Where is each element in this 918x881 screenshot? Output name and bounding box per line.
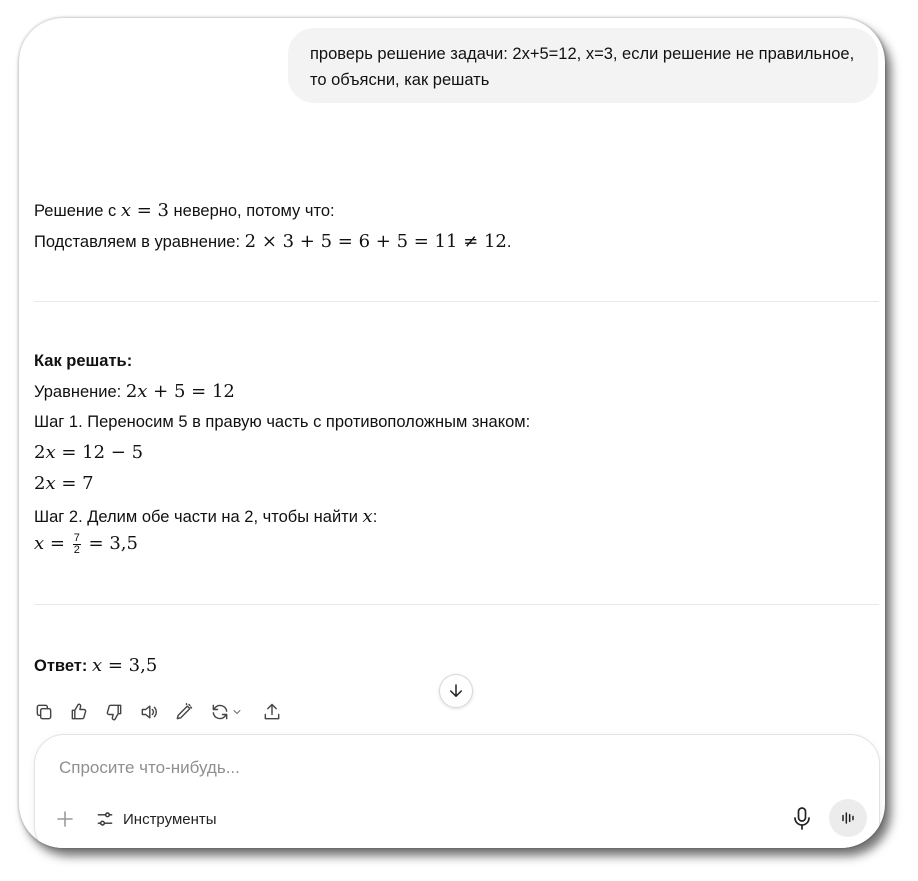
voice-mode-button[interactable] <box>829 799 867 837</box>
message-composer <box>34 734 880 848</box>
share-icon[interactable] <box>262 702 284 724</box>
copy-icon[interactable] <box>34 702 56 724</box>
edit-icon[interactable] <box>174 702 196 724</box>
waveform-icon <box>838 808 858 828</box>
chevron-down-icon[interactable] <box>231 702 245 724</box>
plus-icon <box>53 807 77 831</box>
sliders-icon <box>95 809 115 829</box>
step-1: Шаг 1. Переносим 5 в правую часть с противоположным знаком: <box>34 413 531 431</box>
how-to-solve-heading: Как решать: <box>34 352 133 370</box>
step-2: Шаг 2. Делим обе части на 2, чтобы найти x: <box>34 506 378 527</box>
equation-line: Уравнение: 2x + 5 = 12 <box>34 381 235 402</box>
answer-line-1: Решение с x = 3 неверно, потому что: <box>34 200 335 221</box>
answer-line-2: Подставляем в уравнение: 2 × 3 + 5 = 6 + 5 = 11 ≠ 12. <box>34 231 512 252</box>
regenerate-icon[interactable] <box>210 702 232 724</box>
thumbs-up-icon[interactable] <box>69 702 91 724</box>
step-1-math-a: 2x = 12 − 5 <box>34 442 144 463</box>
prompt-input[interactable] <box>57 757 661 779</box>
fraction: $\frac{7}{2}$ <box>73 532 80 557</box>
tools-label: Инструменты <box>123 810 217 828</box>
microphone-icon <box>790 806 814 832</box>
tools-button[interactable] <box>95 807 217 831</box>
divider <box>34 301 879 302</box>
step-1-math-b: 2x = 7 <box>34 473 94 494</box>
result-line: x = $\frac{7}{2}$ = 3,5 <box>34 532 138 557</box>
thumbs-down-icon[interactable] <box>104 702 126 724</box>
arrow-down-icon <box>447 682 465 700</box>
speaker-icon[interactable] <box>139 702 161 724</box>
chat-window <box>19 18 885 848</box>
user-message: проверь решение задачи: 2x+5=12, x=3, если решение не правильное, то объясни, как решать <box>288 28 878 103</box>
add-button[interactable] <box>53 807 77 831</box>
scroll-down-button[interactable] <box>439 674 473 708</box>
divider <box>34 604 879 605</box>
final-answer: Ответ: x = 3,5 <box>34 655 158 676</box>
microphone-button[interactable] <box>790 806 814 832</box>
